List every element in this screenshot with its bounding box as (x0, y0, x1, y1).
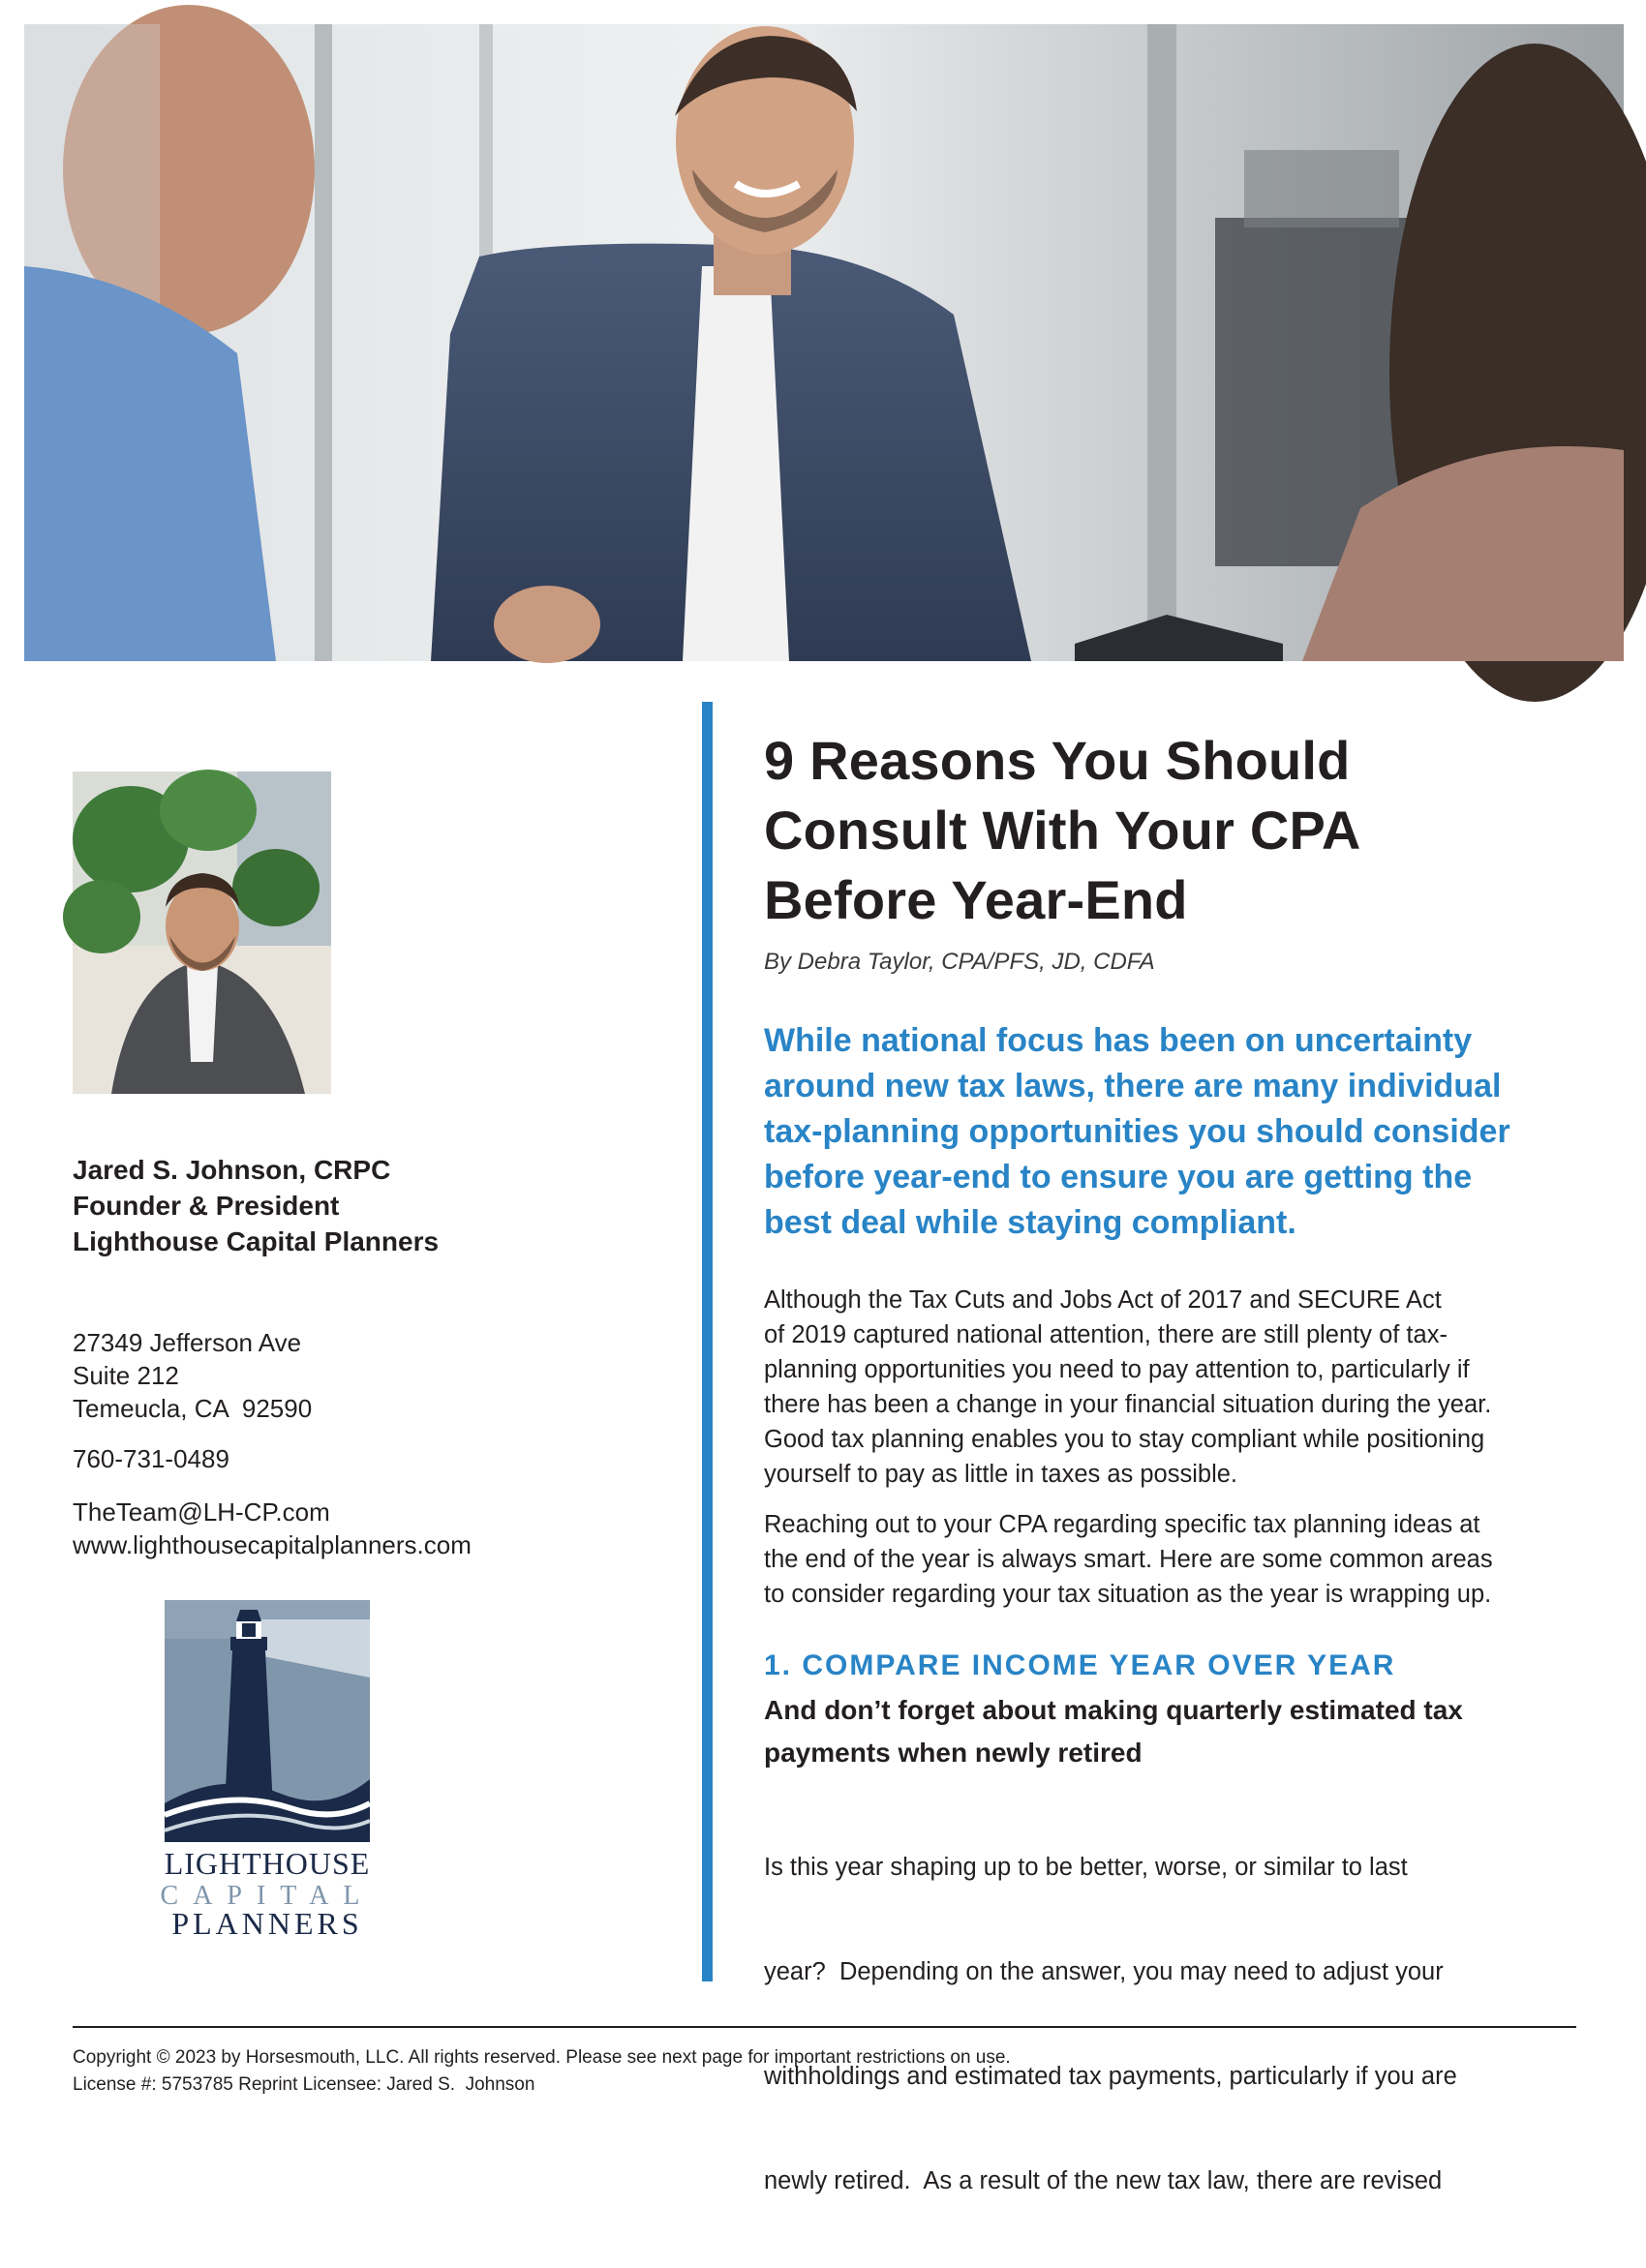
advisor-email[interactable]: TheTeam@LH-CP.com (73, 1497, 330, 1527)
body-line: the end of the year is always smart. Here are some common areas (764, 1546, 1493, 1573)
advisor-address (73, 1326, 312, 1425)
body-line: newly retired. As a result of the new tax law, there are revised (764, 2167, 1443, 2194)
body-line: Is this year shaping up to be better, worse, or similar to last (764, 1854, 1408, 1881)
advisor-headshot (73, 771, 331, 1094)
article-paragraph (764, 1283, 1597, 1492)
article-paragraph (764, 1507, 1597, 1612)
advisor-website[interactable]: www.lighthousecapitalplanners.com (73, 1530, 472, 1559)
lead-line: While national focus has been on uncertainty (764, 1022, 1473, 1059)
section-body (764, 1780, 1597, 2268)
lead-line: tax-planning opportunities you should consider (764, 1113, 1510, 1150)
subheading-line: And don’t forget about making quarterly estimated tax (764, 1695, 1463, 1725)
body-line: yourself to pay as little in taxes as possible. (764, 1461, 1237, 1488)
address-line: Suite 212 (73, 1361, 179, 1390)
article-byline: By Debra Taylor, CPA/PFS, JD, CDFA (764, 949, 1155, 975)
article-title (764, 726, 1597, 935)
section-heading: 1. COMPARE INCOME YEAR OVER YEAR (764, 1649, 1396, 1681)
lighthouse-icon (160, 1600, 375, 1941)
article (764, 726, 1597, 2268)
body-line: Good tax planning enables you to stay compliant while positioning (764, 1426, 1485, 1453)
license-text: License #: 5753785 Reprint Licensee: Jared S. Johnson (73, 2074, 535, 2095)
logo-line2: CAPITAL (160, 1881, 375, 1911)
advisor-title: Founder & President (73, 1191, 340, 1221)
body-line: of 2019 captured national attention, there are still plenty of tax- (764, 1321, 1448, 1348)
accent-divider (702, 702, 713, 1981)
body-line: Reaching out to your CPA regarding specific tax planning ideas at (764, 1511, 1480, 1538)
hero-photo (24, 24, 1624, 661)
body-line: year? Depending on the answer, you may need to adjust your (764, 1958, 1444, 1985)
advisor-info (73, 1152, 615, 1259)
lead-line: around new tax laws, there are many individual (764, 1068, 1502, 1104)
section-subheading (764, 1689, 1597, 1774)
lead-line: best deal while staying compliant. (764, 1204, 1296, 1241)
body-line: to consider regarding your tax situation as the year is wrapping up. (764, 1581, 1492, 1608)
body-line: withholdings and estimated tax payments, particularly if you are (764, 2063, 1457, 2090)
article-lead (764, 1018, 1597, 1246)
title-line: 9 Reasons You Should (764, 730, 1351, 791)
subheading-line: payments when newly retired (764, 1738, 1143, 1768)
body-line: planning opportunities you need to pay attention to, particularly if (764, 1356, 1470, 1383)
lighthouse-logo (160, 1600, 375, 1941)
headshot-illustration (73, 771, 331, 1094)
copyright-text: Copyright © 2023 by Horsesmouth, LLC. All rights reserved. Please see next page for important restrictions on use. (73, 2047, 1011, 2068)
title-line: Consult With Your CPA (764, 800, 1361, 861)
advisor-phone: 760-731-0489 (73, 1444, 229, 1473)
hero-illustration (24, 24, 1624, 661)
logo-line1: LIGHTHOUSE (164, 1846, 371, 1881)
lead-line: before year-end to ensure you are getting the (764, 1159, 1473, 1195)
address-line: Temeucla, CA 92590 (73, 1394, 313, 1423)
advisor-name: Jared S. Johnson, CRPC (73, 1155, 391, 1185)
advisor-contact (73, 1496, 472, 1561)
footer-rule (73, 2026, 1576, 2028)
address-line: 27349 Jefferson Ave (73, 1328, 302, 1357)
advisor-company: Lighthouse Capital Planners (73, 1226, 440, 1256)
body-line: there has been a change in your financial situation during the year. (764, 1391, 1492, 1418)
body-line: Although the Tax Cuts and Jobs Act of 2017 and SECURE Act (764, 1286, 1442, 1314)
footer (73, 2044, 1011, 2099)
logo-line3: PLANNERS (171, 1906, 363, 1941)
title-line: Before Year-End (764, 869, 1188, 930)
